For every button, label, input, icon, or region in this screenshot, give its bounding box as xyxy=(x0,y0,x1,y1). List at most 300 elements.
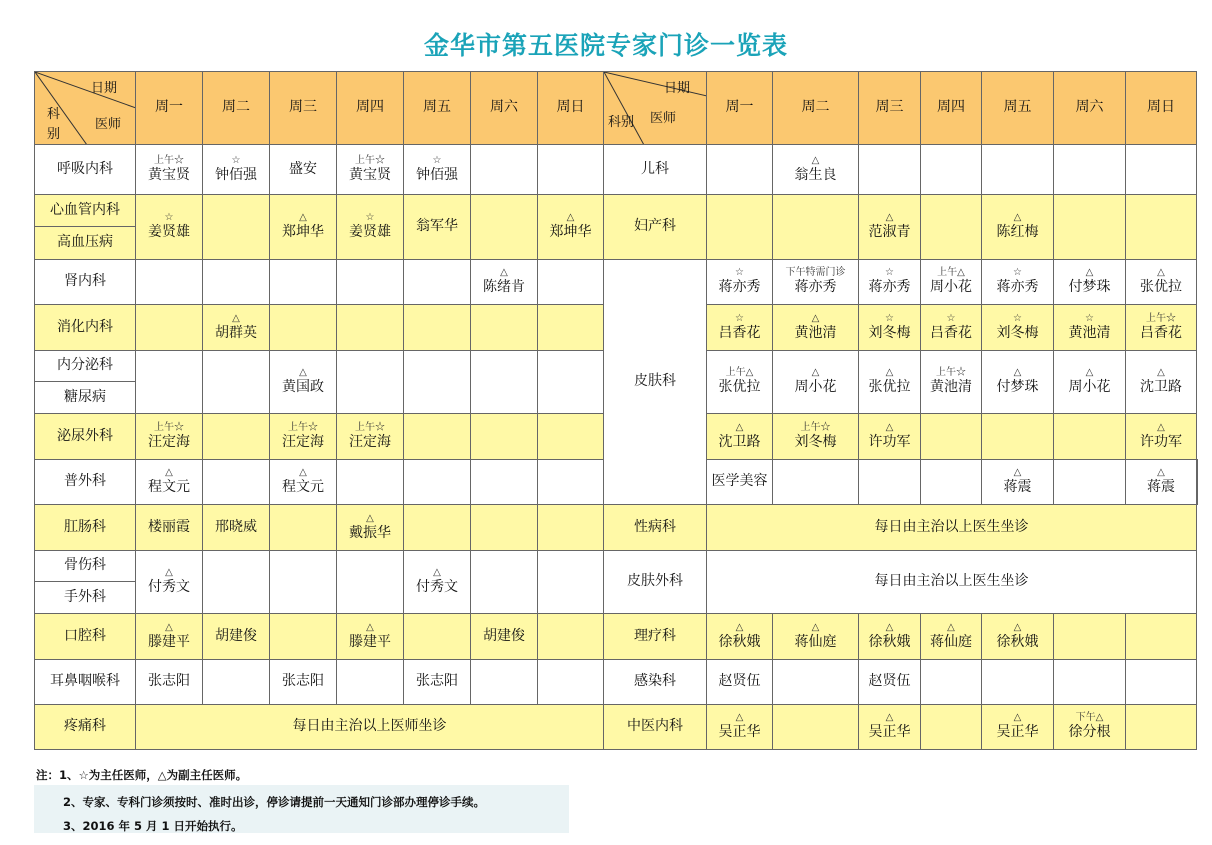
designation-mark: △ xyxy=(566,212,575,224)
doctor-cell xyxy=(859,260,921,305)
doctor-name: 黄池清 xyxy=(930,379,972,396)
doctor-cell xyxy=(773,614,859,660)
doctor-cell xyxy=(203,260,270,305)
designation-mark: △ xyxy=(165,467,173,479)
doctor-name: 周小花 xyxy=(930,279,972,296)
designation-mark: △ xyxy=(1013,212,1022,224)
doctor-cell xyxy=(538,195,604,260)
doctor-cell xyxy=(707,614,773,660)
doctor-cell xyxy=(404,145,471,195)
doctor-cell xyxy=(1054,305,1126,351)
designation-mark: 下午△ xyxy=(1075,712,1104,724)
designation-mark: △ xyxy=(1013,367,1022,379)
designation-mark: △ xyxy=(1157,467,1165,479)
doctor-name: 刘冬梅 xyxy=(868,324,911,341)
doctor-cell xyxy=(1126,460,1197,505)
department-cell: 心血管内科 xyxy=(35,195,136,227)
page-title: 金华市第五医院专家门诊一览表 xyxy=(423,31,788,60)
designation-mark: △ xyxy=(735,712,744,724)
schedule-table xyxy=(34,71,1198,750)
corner-doctor-label: 医师 xyxy=(650,111,677,126)
designation-mark: △ xyxy=(885,621,894,633)
day-header: 周六 xyxy=(471,72,538,145)
department-cell: 糖尿病 xyxy=(35,382,136,414)
doctor-name: 黄宝贤 xyxy=(349,166,391,183)
designation-mark: ☆ xyxy=(946,312,956,324)
doctor-name: 黄国政 xyxy=(282,379,324,396)
department-cell: 感染科 xyxy=(604,660,707,705)
table-row xyxy=(35,705,1198,750)
department-cell: 高血压病 xyxy=(35,227,136,260)
doctor-cell xyxy=(270,260,337,305)
day-header: 周六 xyxy=(1054,72,1126,145)
department-cell: 口腔科 xyxy=(35,614,136,660)
doctor-name: 付梦珠 xyxy=(996,379,1039,396)
doctor-cell xyxy=(773,305,859,351)
table-row xyxy=(35,195,1198,227)
doctor-cell xyxy=(982,195,1054,260)
department-cell: 疼痛科 xyxy=(35,705,136,750)
doctor-cell xyxy=(471,260,538,305)
designation-mark: 上午△ xyxy=(937,267,965,279)
doctor-cell xyxy=(203,551,270,614)
doctor-name: 盛安 xyxy=(289,160,317,177)
designation-mark: △ xyxy=(1013,467,1022,479)
doctor-cell xyxy=(859,145,921,195)
doctor-cell xyxy=(337,414,404,460)
designation-mark: ☆ xyxy=(1085,312,1094,324)
doctor-name: 蒋亦秀 xyxy=(868,279,911,296)
designation-mark: △ xyxy=(1157,267,1165,279)
doctor-cell xyxy=(921,351,982,414)
doctor-name: 吴正华 xyxy=(996,724,1039,741)
doctor-cell xyxy=(270,195,337,260)
doctor-cell xyxy=(1126,351,1197,414)
doctor-cell xyxy=(773,351,859,414)
designation-mark: ☆ xyxy=(432,154,442,166)
doctor-cell xyxy=(1054,614,1126,660)
doctor-name: 钟佰强 xyxy=(416,166,458,183)
doctor-cell xyxy=(707,414,773,460)
doctor-name: 戴振华 xyxy=(349,524,391,541)
doctor-cell xyxy=(921,145,982,195)
department-cell: 妇产科 xyxy=(604,195,707,260)
designation-mark: △ xyxy=(1085,367,1094,379)
department-cell: 皮肤外科 xyxy=(604,551,707,614)
doctor-cell xyxy=(1197,460,1198,505)
doctor-cell xyxy=(136,305,203,351)
doctor-name: 张志阳 xyxy=(416,673,458,690)
designation-mark: ☆ xyxy=(735,312,744,324)
doctor-cell xyxy=(538,414,604,460)
doctor-cell xyxy=(136,414,203,460)
doctor-cell xyxy=(136,460,203,505)
doctor-name: 徐秋娥 xyxy=(718,633,761,650)
designation-mark: ☆ xyxy=(164,212,174,224)
corner-dept-label-2: 别 xyxy=(47,127,61,142)
doctor-cell xyxy=(707,145,773,195)
doctor-name: 蒋亦秀 xyxy=(996,279,1039,296)
doctor-name: 程文元 xyxy=(148,479,190,496)
doctor-name: 邢晓威 xyxy=(215,518,257,535)
doctor-cell xyxy=(1054,351,1126,414)
doctor-cell xyxy=(773,414,859,460)
doctor-cell xyxy=(1126,260,1197,305)
department-cell: 肛肠科 xyxy=(35,505,136,551)
doctor-cell xyxy=(982,414,1054,460)
designation-mark: △ xyxy=(433,567,441,579)
doctor-name: 张优拉 xyxy=(868,379,911,396)
doctor-name: 程文元 xyxy=(282,479,324,496)
doctor-name: 吴正华 xyxy=(868,724,911,741)
doctor-cell xyxy=(707,705,773,750)
doctor-cell xyxy=(538,660,604,705)
designation-mark: 上午☆ xyxy=(800,421,831,433)
doctor-name: 吕香花 xyxy=(1140,324,1182,341)
doctor-name: 蒋仙庭 xyxy=(930,633,972,650)
doctor-cell xyxy=(538,614,604,660)
designation-mark: ☆ xyxy=(1013,312,1022,324)
designation-mark: 上午☆ xyxy=(154,154,184,166)
day-header: 周二 xyxy=(203,72,270,145)
doctor-cell xyxy=(270,551,337,614)
doctor-cell xyxy=(270,460,337,505)
diagonal-lines xyxy=(604,72,707,145)
department-cell: 耳鼻咽喉科 xyxy=(35,660,136,705)
doctor-cell xyxy=(270,614,337,660)
doctor-cell xyxy=(471,614,538,660)
doctor-cell xyxy=(921,260,982,305)
doctor-cell xyxy=(136,351,203,414)
doctor-cell xyxy=(859,195,921,260)
doctor-cell xyxy=(1126,145,1197,195)
doctor-name: 赵贤伍 xyxy=(868,673,911,690)
doctor-cell xyxy=(471,505,538,551)
doctor-cell xyxy=(136,614,203,660)
doctor-name: 蒋震 xyxy=(1147,479,1175,496)
designation-mark: △ xyxy=(366,512,374,524)
department-cell: 骨伤科 xyxy=(35,551,136,582)
doctor-cell xyxy=(859,460,921,505)
designation-mark: △ xyxy=(500,267,508,279)
table-row xyxy=(35,551,1198,582)
doctor-cell xyxy=(203,505,270,551)
doctor-name: 郑坤华 xyxy=(549,224,592,241)
designation-mark: ☆ xyxy=(885,267,894,279)
doctor-cell xyxy=(921,195,982,260)
doctor-name: 刘冬梅 xyxy=(996,324,1039,341)
doctor-cell xyxy=(982,260,1054,305)
doctor-name: 黄池清 xyxy=(1068,324,1111,341)
doctor-cell xyxy=(270,505,337,551)
doctor-name: 徐秋娥 xyxy=(996,633,1039,650)
corner-date-label: 日期 xyxy=(91,81,118,96)
table-row xyxy=(35,505,1198,551)
doctor-name: 范淑青 xyxy=(868,224,911,241)
day-header: 周一 xyxy=(707,72,773,145)
designation-mark: 上午☆ xyxy=(936,367,966,379)
doctor-cell xyxy=(270,351,337,414)
doctor-name: 徐秋娥 xyxy=(868,633,911,650)
department-cell: 医学美容 xyxy=(707,460,773,505)
doctor-cell xyxy=(1054,660,1126,705)
day-header: 周四 xyxy=(337,72,404,145)
designation-mark: △ xyxy=(299,212,307,224)
doctor-cell xyxy=(1126,414,1197,460)
doctor-cell xyxy=(1126,305,1197,351)
designation-mark: ☆ xyxy=(365,212,375,224)
doctor-cell xyxy=(203,614,270,660)
doctor-name: 张优拉 xyxy=(1140,279,1182,296)
table-row xyxy=(35,660,1198,705)
doctor-cell xyxy=(921,705,982,750)
doctor-cell xyxy=(921,614,982,660)
designation-mark: ☆ xyxy=(231,154,241,166)
doctor-cell xyxy=(538,351,604,414)
doctor-name: 付秀文 xyxy=(416,579,458,596)
doctor-cell xyxy=(538,460,604,505)
doctor-name: 周小花 xyxy=(1068,379,1111,396)
doctor-cell xyxy=(471,660,538,705)
doctor-cell xyxy=(337,460,404,505)
span-note-cell: 每日由主治以上医师坐诊 xyxy=(136,705,604,750)
doctor-cell xyxy=(136,145,203,195)
designation-mark: △ xyxy=(735,621,744,633)
doctor-cell xyxy=(859,305,921,351)
doctor-name: 翁军华 xyxy=(416,218,458,235)
doctor-name: 吕香花 xyxy=(718,324,761,341)
department-cell: 泌尿外科 xyxy=(35,414,136,460)
doctor-cell xyxy=(859,705,921,750)
doctor-name: 张志阳 xyxy=(148,673,190,690)
doctor-cell xyxy=(707,660,773,705)
doctor-cell xyxy=(203,305,270,351)
table-row xyxy=(35,145,1198,195)
doctor-cell xyxy=(203,460,270,505)
doctor-cell xyxy=(707,195,773,260)
doctor-cell xyxy=(404,260,471,305)
doctor-cell xyxy=(707,351,773,414)
designation-mark: 上午☆ xyxy=(154,421,184,433)
doctor-cell xyxy=(707,260,773,305)
doctor-name: 姜贤雄 xyxy=(349,224,391,241)
day-header: 周日 xyxy=(538,72,604,145)
designation-mark: △ xyxy=(735,421,744,433)
doctor-cell xyxy=(203,145,270,195)
doctor-name: 翁生良 xyxy=(794,166,837,183)
doctor-cell xyxy=(337,551,404,614)
designation-mark: △ xyxy=(811,367,820,379)
doctor-cell xyxy=(471,145,538,195)
doctor-cell xyxy=(538,505,604,551)
doctor-cell xyxy=(1054,195,1126,260)
corner-dept-label-1: 科 xyxy=(47,107,61,122)
doctor-cell xyxy=(136,195,203,260)
doctor-cell xyxy=(982,305,1054,351)
doctor-cell xyxy=(538,145,604,195)
doctor-cell xyxy=(337,305,404,351)
doctor-cell xyxy=(337,260,404,305)
day-header: 周四 xyxy=(921,72,982,145)
doctor-cell xyxy=(337,145,404,195)
doctor-name: 沈卫路 xyxy=(718,433,761,450)
department-cell: 中医内科 xyxy=(604,705,707,750)
doctor-cell xyxy=(1126,660,1197,705)
doctor-name: 陈红梅 xyxy=(996,224,1039,241)
designation-mark: △ xyxy=(232,312,240,324)
doctor-name: 周小花 xyxy=(794,379,837,396)
doctor-cell xyxy=(471,351,538,414)
doctor-cell xyxy=(773,705,859,750)
doctor-name: 许功军 xyxy=(1140,433,1182,450)
doctor-cell xyxy=(404,351,471,414)
designation-mark: △ xyxy=(299,467,307,479)
doctor-cell xyxy=(136,505,203,551)
span-note-cell: 每日由主治以上医生坐诊 xyxy=(707,551,1197,614)
day-header: 周三 xyxy=(859,72,921,145)
doctor-name: 赵贤伍 xyxy=(718,673,761,690)
doctor-cell xyxy=(982,351,1054,414)
doctor-cell xyxy=(921,414,982,460)
designation-mark: △ xyxy=(1013,712,1022,724)
doctor-cell xyxy=(337,660,404,705)
doctor-cell xyxy=(337,351,404,414)
doctor-cell xyxy=(1126,705,1197,750)
designation-mark: ☆ xyxy=(735,267,744,279)
header-corner-left xyxy=(35,72,136,145)
doctor-name: 付秀文 xyxy=(148,579,190,596)
doctor-name: 钟佰强 xyxy=(215,166,257,183)
doctor-cell xyxy=(136,660,203,705)
department-cell: 消化内科 xyxy=(35,305,136,351)
doctor-cell xyxy=(982,660,1054,705)
designation-mark: 上午☆ xyxy=(1146,312,1176,324)
doctor-name: 滕建平 xyxy=(349,633,391,650)
designation-mark: ☆ xyxy=(1013,267,1022,279)
doctor-cell xyxy=(404,551,471,614)
doctor-name: 胡群英 xyxy=(215,324,257,341)
doctor-name: 张志阳 xyxy=(282,673,324,690)
day-header: 周五 xyxy=(982,72,1054,145)
doctor-cell xyxy=(471,195,538,260)
doctor-cell xyxy=(921,460,982,505)
doctor-cell xyxy=(1054,260,1126,305)
doctor-name: 汪定海 xyxy=(349,433,391,450)
department-cell: 肾内科 xyxy=(35,260,136,305)
doctor-name: 蒋亦秀 xyxy=(718,279,761,296)
corner-date-label: 日期 xyxy=(664,81,691,96)
doctor-cell xyxy=(404,460,471,505)
designation-mark: △ xyxy=(366,621,374,633)
doctor-cell xyxy=(337,505,404,551)
doctor-cell xyxy=(136,260,203,305)
doctor-cell xyxy=(982,705,1054,750)
doctor-cell xyxy=(404,195,471,260)
department-cell: 儿科 xyxy=(604,145,707,195)
department-cell: 普外科 xyxy=(35,460,136,505)
doctor-name: 吴正华 xyxy=(718,724,761,741)
doctor-cell xyxy=(270,145,337,195)
doctor-name: 沈卫路 xyxy=(1140,379,1182,396)
designation-mark: △ xyxy=(1157,367,1165,379)
doctor-cell xyxy=(1054,705,1126,750)
doctor-cell xyxy=(773,195,859,260)
doctor-cell xyxy=(1054,145,1126,195)
department-cell: 内分泌科 xyxy=(35,351,136,382)
doctor-cell xyxy=(859,414,921,460)
doctor-cell xyxy=(773,460,859,505)
doctor-cell xyxy=(1126,614,1197,660)
designation-mark: △ xyxy=(885,421,894,433)
day-header: 周三 xyxy=(270,72,337,145)
designation-mark: △ xyxy=(885,367,894,379)
doctor-name: 吕香花 xyxy=(930,324,972,341)
doctor-cell xyxy=(404,505,471,551)
doctor-name: 黄池清 xyxy=(794,324,837,341)
doctor-cell xyxy=(270,660,337,705)
designation-mark: △ xyxy=(165,621,173,633)
designation-mark: △ xyxy=(299,367,307,379)
designation-mark: ☆ xyxy=(885,312,894,324)
corner-doctor-label: 医师 xyxy=(95,117,122,132)
doctor-cell xyxy=(982,460,1054,505)
doctor-name: 黄宝贤 xyxy=(148,166,190,183)
doctor-cell xyxy=(859,351,921,414)
doctor-cell xyxy=(136,551,203,614)
doctor-name: 楼丽霞 xyxy=(148,518,190,535)
day-header: 周一 xyxy=(136,72,203,145)
designation-mark: △ xyxy=(811,621,820,633)
corner-dept-label: 科别 xyxy=(608,115,635,130)
doctor-name: 胡建俊 xyxy=(215,627,257,644)
note-1: 注：1、☆为主任医师，△为副主任医师。 xyxy=(36,768,248,782)
designation-mark: △ xyxy=(885,212,894,224)
designation-mark: 上午☆ xyxy=(288,421,318,433)
doctor-cell xyxy=(404,305,471,351)
day-header: 周二 xyxy=(773,72,859,145)
doctor-name: 陈绪肯 xyxy=(483,279,525,296)
doctor-name: 蒋仙庭 xyxy=(794,633,837,650)
doctor-name: 张优拉 xyxy=(718,379,761,396)
designation-mark: △ xyxy=(811,154,820,166)
day-header: 周日 xyxy=(1126,72,1197,145)
note-2: 2、专家、专科门诊须按时、准时出诊，停诊请提前一天通知门诊部办理停诊手续。 xyxy=(63,795,485,809)
department-cell: 皮肤科 xyxy=(604,260,707,505)
doctor-name: 郑坤华 xyxy=(282,224,324,241)
header-corner-right xyxy=(604,72,707,145)
doctor-name: 徐分根 xyxy=(1068,724,1111,741)
doctor-cell xyxy=(404,614,471,660)
doctor-cell xyxy=(203,351,270,414)
doctor-cell xyxy=(471,460,538,505)
doctor-cell xyxy=(921,305,982,351)
doctor-cell xyxy=(773,260,859,305)
doctor-cell xyxy=(921,660,982,705)
table-row xyxy=(35,72,1198,145)
doctor-cell xyxy=(707,305,773,351)
table-row xyxy=(35,614,1198,660)
doctor-cell xyxy=(203,660,270,705)
doctor-cell xyxy=(1054,414,1126,460)
doctor-cell xyxy=(982,614,1054,660)
doctor-name: 汪定海 xyxy=(282,433,324,450)
doctor-cell xyxy=(471,414,538,460)
department-cell: 性病科 xyxy=(604,505,707,551)
doctor-name: 付梦珠 xyxy=(1068,279,1111,296)
doctor-cell xyxy=(404,414,471,460)
doctor-cell xyxy=(773,660,859,705)
doctor-name: 蒋亦秀 xyxy=(794,279,837,296)
